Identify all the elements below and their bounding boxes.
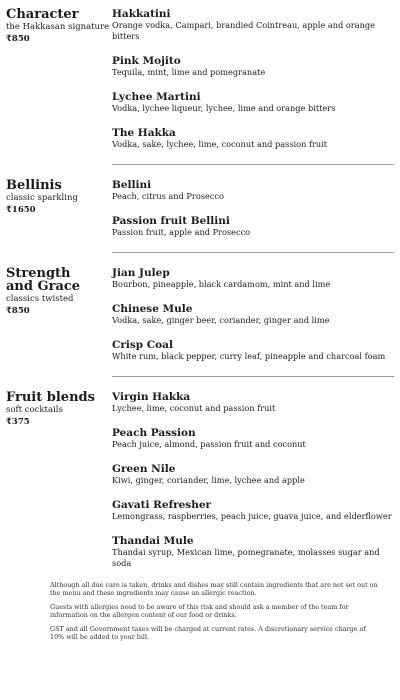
item-description: Vodka, sake, ginger beer, coriander, ginger and lime <box>112 315 330 325</box>
menu-item <box>112 427 392 450</box>
footnotes <box>0 581 400 641</box>
item-description: Orange vodka, Campari, brandied Cointreau, apple and orange bitters <box>112 20 375 41</box>
section-header <box>6 179 112 238</box>
menu-item <box>112 499 392 522</box>
menu-item <box>112 91 392 114</box>
item-description: Lychee, lime, coconut and passion fruit <box>112 403 276 413</box>
section-price: ₹1650 <box>6 205 36 215</box>
item-name: Bellini <box>112 179 152 191</box>
section-price: ₹850 <box>6 34 30 44</box>
item-description: White rum, black pepper, curry leaf, pineapple and charcoal foam <box>112 351 386 361</box>
item-name: Lychee Martini <box>112 91 201 103</box>
section-subtitle: classics twisted <box>6 294 74 304</box>
section-title: Strength and Grace <box>6 266 81 294</box>
allergen-info-note: Guests with allergies need to be aware of this risk and should ask a member of the team for information on the allergen content of our food or drinks. <box>50 603 349 619</box>
item-list <box>112 8 400 150</box>
menu-item <box>112 391 392 414</box>
item-description: Lemongrass, raspberries, peach juice, guava juice, and elderflower <box>112 511 392 521</box>
menu-item <box>112 267 392 290</box>
section-price: ₹850 <box>6 306 30 316</box>
section-header <box>6 8 112 150</box>
item-name: Gavati Refresher <box>112 499 212 511</box>
section-subtitle: classic sparkling <box>6 193 78 203</box>
section-strength-and-grace <box>0 253 400 362</box>
item-description: Peach, citrus and Prosecco <box>112 191 224 201</box>
section-price: ₹375 <box>6 417 30 427</box>
menu-item <box>112 8 392 42</box>
item-name: Jian Julep <box>112 267 170 279</box>
item-name: Peach Passion <box>112 427 196 439</box>
item-description: Vodka, sake, lychee, lime, coconut and passion fruit <box>112 139 328 149</box>
section-bellinis <box>0 165 400 238</box>
item-name: Thandai Mule <box>112 535 194 547</box>
item-description: Bourbon, pineapple, black cardamom, mint and lime <box>112 279 331 289</box>
item-list <box>112 267 400 362</box>
section-header <box>6 391 112 569</box>
item-name: Hakkatini <box>112 8 171 20</box>
allergy-note: Although all due care is taken, drinks and dishes may still contain ingredients that are not set out on the menu and these ingredients may cause an allergic reaction. <box>50 581 378 597</box>
tax-note: GST and all Government taxes will be charged at current rates. A discretionary service charge of 10% will be added to your bill. <box>50 625 366 641</box>
menu-item <box>112 55 392 78</box>
menu-item <box>112 535 392 569</box>
section-header <box>6 267 112 362</box>
item-description: Peach juice, almond, passion fruit and coconut <box>112 439 306 449</box>
item-description: Kiwi, ginger, coriander, lime, lychee and apple <box>112 475 305 485</box>
item-list <box>112 391 400 569</box>
menu-item <box>112 463 392 486</box>
section-fruit-blends <box>0 377 400 569</box>
menu-item <box>112 215 392 238</box>
menu-item <box>112 179 392 202</box>
menu-item <box>112 339 392 362</box>
section-title: Fruit blends <box>6 390 95 405</box>
item-name: Crisp Coal <box>112 339 173 351</box>
item-description: Vodka, lychee liqueur, lychee, lime and orange bitters <box>112 103 336 113</box>
section-subtitle: soft cocktails <box>6 405 63 415</box>
item-name: The Hakka <box>112 127 176 139</box>
item-description: Tequila, mint, lime and pomegranate <box>112 67 266 77</box>
section-subtitle: the Hakkasan signature <box>6 22 110 32</box>
item-name: Passion fruit Bellini <box>112 215 230 227</box>
item-name: Pink Mojito <box>112 55 181 67</box>
menu-item <box>112 127 392 150</box>
item-list <box>112 179 400 238</box>
section-title: Character <box>6 7 79 22</box>
menu-item <box>112 303 392 326</box>
item-name: Green Nile <box>112 463 176 475</box>
item-name: Chinese Mule <box>112 303 193 315</box>
item-name: Virgin Hakka <box>112 391 191 403</box>
section-character <box>0 0 400 150</box>
item-description: Thandai syrup, Mexican lime, pomegranate, molasses sugar and soda <box>112 547 380 568</box>
item-description: Passion fruit, apple and Prosecco <box>112 227 251 237</box>
section-title: Bellinis <box>6 178 62 193</box>
